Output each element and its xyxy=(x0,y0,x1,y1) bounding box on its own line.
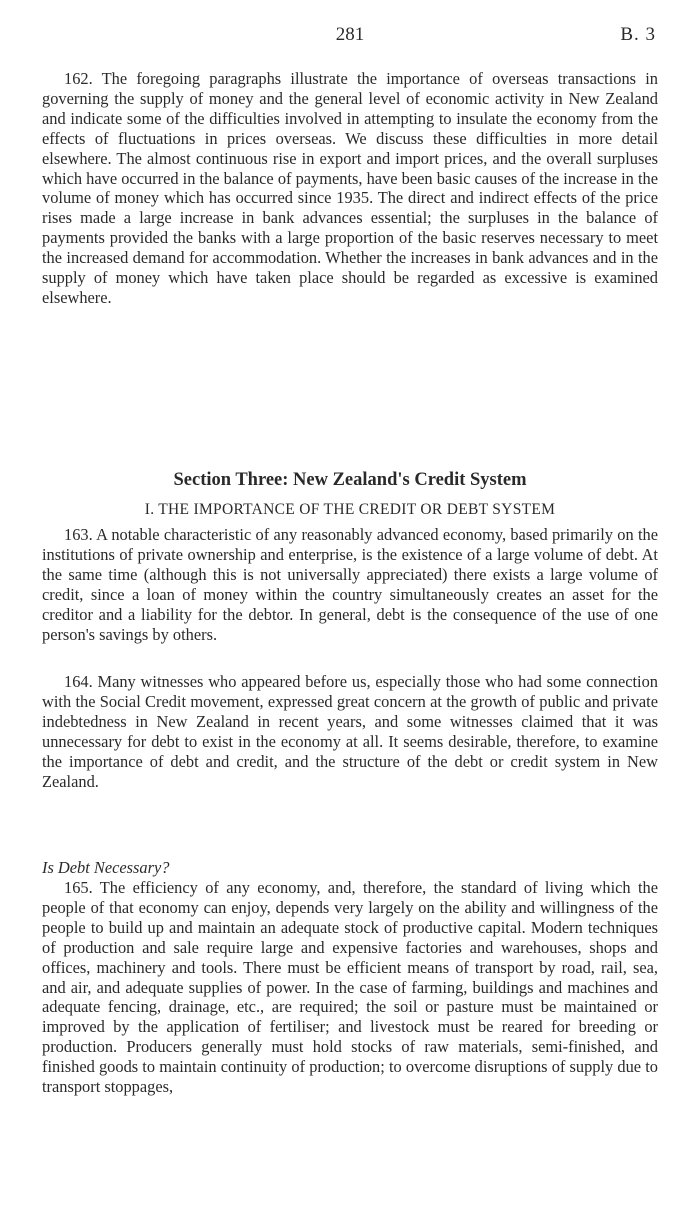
document-reference: B. 3 xyxy=(620,24,656,45)
page-header xyxy=(42,24,658,52)
document-page xyxy=(42,0,658,1230)
paragraph-164: 164. Many witnesses who appeared before us, especially those who had some connection with the Social Credit movement, expressed great concern at the growth of public and private indebtedness in New Zealand in recent years, and some witnesses claimed that it was unnecessary for debt to exist in the economy at all. It seems desirable, therefore, to examine the importance of debt and credit, and the structure of the debt or credit system in New Zealand. xyxy=(42,672,658,791)
page-number: 281 xyxy=(335,24,365,45)
paragraph-163: 163. A notable characteristic of any reasonably advanced economy, based primarily on the institutions of private ownership and enterprise, is the existence of a large volume of debt. At the same time (although this is not universally appreciated) there exists a large volume of credit, since a loan of money within the country simultaneously creates an asset for the creditor and a liability for the debtor. In general, debt is the consequence of the use of one person's savings by others. xyxy=(42,525,658,644)
section-title: Section Three: New Zealand's Credit System xyxy=(173,470,527,490)
paragraph-162: 162. The foregoing paragraphs illustrate the importance of overseas transactions in governing the supply of money and the general level of economic activity in New Zealand and indicate some of the difficulties involved in attempting to insulate the economy from the effects of fluctuations in prices overseas. We discuss these difficulties in more detail elsewhere. The almost continuous rise in export and import prices, and the overall surpluses which have occurred in the balance of payments, have been basic causes of the increase in the volume of money which has occurred since 1935. The direct and indirect effects of the price rises made a large increase in bank advances essential; the surpluses in the balance of payments provided the banks with a large proportion of the basic reserves necessary to meet the increased demand for accommodation. Whether the increases in bank advances and in the supply of money which have taken place should be regarded as excessive is examined elsewhere. xyxy=(42,69,658,307)
subsection-title: I. THE IMPORTANCE OF THE CREDIT OR DEBT SYSTEM xyxy=(144,501,556,518)
side-heading: Is Debt Necessary? xyxy=(42,858,170,877)
paragraph-165: 165. The efficiency of any economy, and, therefore, the standard of living which the people of that economy can enjoy, depends very largely on the ability and willingness of the people to build up and maintain an adequate stock of productive capital. Modern techniques of production and sale require large and expensive factories and warehouses, shops and offices, machinery and tools. There must be efficient means of transport by road, rail, sea, and air, and adequate supplies of power. In the case of farming, buildings and machines and adequate fencing, drainage, etc., are required; the soil or pasture must be maintained or improved by the application of fertiliser; and livestock must be reared for breeding or production. Producers generally must hold stocks of raw materials, semi-finished, and finished goods to maintain continuity of production; to overcome disruptions of supply due to transport stoppages, xyxy=(42,878,658,1097)
